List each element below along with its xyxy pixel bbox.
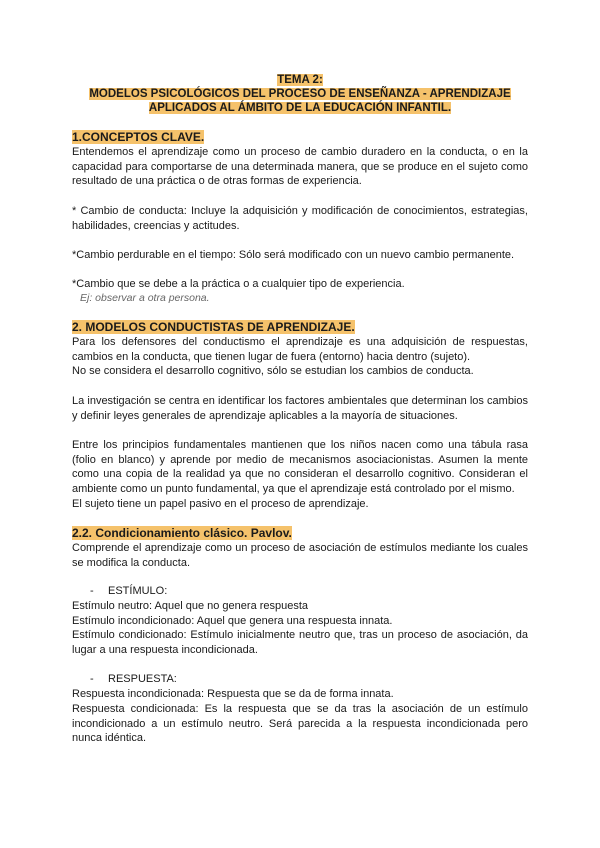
estimulo-incondicionado: Estímulo incondicionado: Aquel que genera una respuesta innata. [72,615,393,627]
section-2-paragraph-3: Entre los principios fundamentales mantienen que los niños nacen como una tábula rasa (folio en blanco) y aprende por medio de mecanismos asociacionistas. Asumen la mente como una copia de la realidad ya que no consideran el desarrollo cognitivo. Consideran el ambiente como un punto fundamental, ya que el aprendizaje está controlado por el mismo. [72,439,528,495]
section-2-paragraph-3b: El sujeto tiene un papel pasivo en el proceso de aprendizaje. [72,498,369,510]
section-1-example: Ej: observar a otra persona. [80,292,210,304]
title-line-1: MODELOS PSICOLÓGICOS DEL PROCESO DE ENSEÑANZA - APRENDIZAJE [89,88,511,100]
estimulo-neutro: Estímulo neutro: Aquel que no genera respuesta [72,600,309,612]
section-1-heading: 1.CONCEPTOS CLAVE. [72,130,205,144]
bullet-dash: - [90,673,94,685]
section-2-paragraph-1b: No se considera el desarrollo cognitivo, sólo se estudian los cambios de conducta. [72,365,474,377]
section-2-2-intro: Comprende el aprendizaje como un proceso de asociación de estímulos mediante los cuales se modifica la conducta. [72,542,528,569]
section-2-2-heading: 2.2. Condicionamiento clásico. Pavlov. [72,526,292,540]
section-1-intro: Entendemos el aprendizaje como un proceso de cambio duradero en la conducta, o en la capacidad para comportarse de una determinada manera, que se produce en el sujeto como resultado de una práctica o de otras formas de experiencia. [72,146,528,188]
section-1-point-1: * Cambio de conducta: Incluye la adquisición y modificación de conocimientos, estrategias, habilidades, creencias y actitudes. [72,205,528,232]
section-2-paragraph-1: Para los defensores del conductismo el aprendizaje es una adquisición de respuestas, cambios en la conducta, que tienen lugar de fuera (entorno) hacia dentro (sujeto). [72,336,528,363]
bullet-dash: - [90,585,94,597]
respuesta-condicionada: Respuesta condicionada: Es la respuesta que se da tras la asociación de un estímulo incondicionado a un estímulo neutro. Será parecida a la respuesta incondicionada pero nunca idéntica. [72,703,528,745]
respuesta-incondicionada: Respuesta incondicionada: Respuesta que se da de forma innata. [72,688,394,700]
section-2-paragraph-2: La investigación se centra en identificar los factores ambientales que determinan los cambios y definir leyes generales de aprendizaje aplicables a la mayoría de situaciones. [72,395,528,422]
section-2-heading: 2. MODELOS CONDUCTISTAS DE APRENDIZAJE. [72,320,355,334]
topic-label: TEMA 2: [277,74,323,86]
section-1-point-3: *Cambio que se debe a la práctica o a cualquier tipo de experiencia. [72,278,405,290]
title-line-2: APLICADOS AL ÁMBITO DE LA EDUCACIÓN INFANTIL. [148,102,452,114]
section-1-point-2: *Cambio perdurable en el tiempo: Sólo será modificado con un nuevo cambio permanente. [72,249,515,261]
estimulo-condicionado: Estímulo condicionado: Estímulo inicialmente neutro que, tras un proceso de asociación, da lugar a una respuesta incondicionada. [72,629,528,656]
bullet-estimulo: - ESTÍMULO: [90,585,168,597]
bullet-respuesta: - RESPUESTA: [90,673,177,685]
